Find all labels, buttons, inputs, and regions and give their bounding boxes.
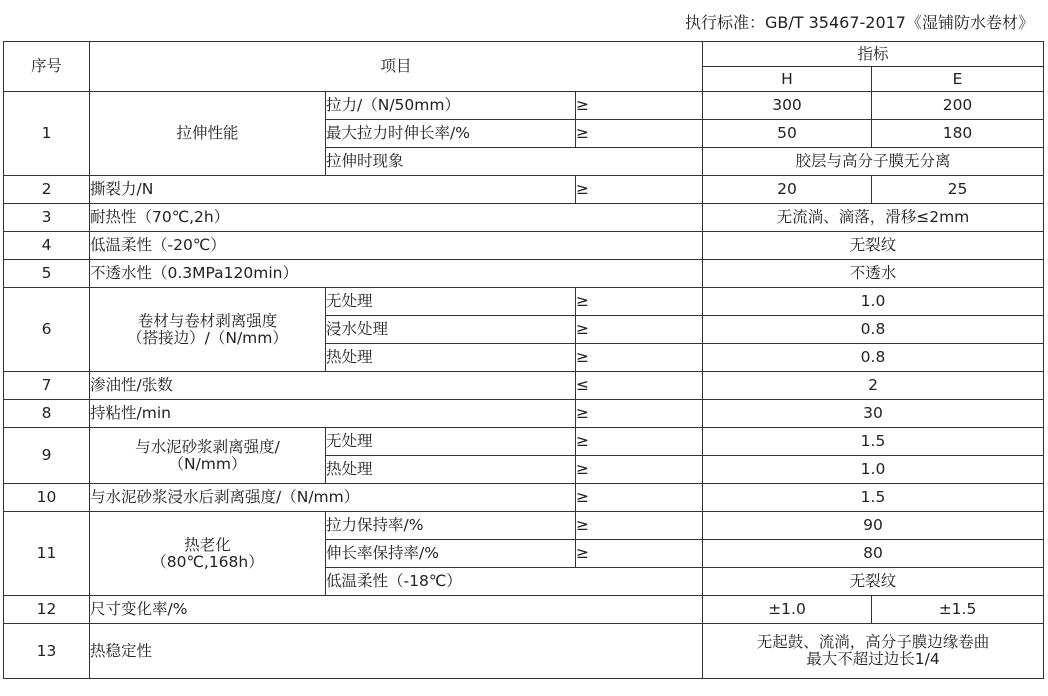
row-item-line2: （搭接边）/（N/mm） xyxy=(127,328,288,347)
table-row xyxy=(4,484,1044,512)
value-e: 180 xyxy=(872,120,1044,148)
header-e: E xyxy=(872,67,1044,92)
sub-item: 无处理 xyxy=(326,428,576,456)
value: 不透水 xyxy=(703,260,1044,288)
row-item xyxy=(90,288,326,372)
row-item: 撕裂力/N xyxy=(90,176,576,204)
value-h: 20 xyxy=(703,176,872,204)
specification-table xyxy=(3,41,1044,679)
row-item xyxy=(90,512,326,596)
value-line1: 无起鼓、流淌，高分子膜边缘卷曲 xyxy=(756,633,990,651)
row-item: 不透水性（0.3MPa120min） xyxy=(90,260,703,288)
row-no: 10 xyxy=(4,484,90,512)
value-line2: 最大不超过边长1/4 xyxy=(806,650,940,668)
sub-item: 无处理 xyxy=(326,288,576,316)
comparison-symbol: ≥ xyxy=(576,92,703,120)
row-no: 2 xyxy=(4,176,90,204)
row-no: 3 xyxy=(4,204,90,232)
row-no: 4 xyxy=(4,232,90,260)
sub-item: 浸水处理 xyxy=(326,316,576,344)
comparison-symbol: ≥ xyxy=(576,120,703,148)
row-item-line1: 与水泥砂浆剥离强度/ xyxy=(135,437,280,456)
sub-item: 低温柔性（-18℃） xyxy=(326,568,703,596)
sub-item: 热处理 xyxy=(326,456,576,484)
value-h: 300 xyxy=(703,92,872,120)
value xyxy=(703,624,1044,679)
row-item: 持粘性/min xyxy=(90,400,576,428)
table-row xyxy=(4,204,1044,232)
row-item: 热稳定性 xyxy=(90,624,703,679)
comparison-symbol: ≥ xyxy=(576,288,703,316)
row-no: 8 xyxy=(4,400,90,428)
comparison-symbol: ≥ xyxy=(576,316,703,344)
table-row xyxy=(4,400,1044,428)
row-no: 7 xyxy=(4,372,90,400)
comparison-symbol: ≤ xyxy=(576,372,703,400)
value: 90 xyxy=(703,512,1044,540)
row-item: 拉伸性能 xyxy=(90,92,326,176)
row-item-line2: （N/mm） xyxy=(168,454,247,473)
row-item xyxy=(90,428,326,484)
sub-item: 拉伸时现象 xyxy=(326,148,703,176)
sub-item: 热处理 xyxy=(326,344,576,372)
comparison-symbol: ≥ xyxy=(576,540,703,568)
value: 无裂纹 xyxy=(703,568,1044,596)
row-item: 与水泥砂浆浸水后剥离强度/（N/mm） xyxy=(90,484,576,512)
row-item-line1: 热老化 xyxy=(184,535,231,554)
value: 无裂纹 xyxy=(703,232,1044,260)
header-no: 序号 xyxy=(4,42,90,92)
standard-reference: 执行标准：GB/T 35467-2017《湿铺防水卷材》 xyxy=(684,13,1034,32)
value: 1.5 xyxy=(703,428,1044,456)
table-row xyxy=(4,232,1044,260)
value: 0.8 xyxy=(703,316,1044,344)
value: 0.8 xyxy=(703,344,1044,372)
sub-item: 拉力/（N/50mm） xyxy=(326,92,576,120)
table-row xyxy=(4,512,1044,540)
value-e: ±1.5 xyxy=(872,596,1044,624)
table-row xyxy=(4,372,1044,400)
row-no: 5 xyxy=(4,260,90,288)
value-h: 50 xyxy=(703,120,872,148)
table-row xyxy=(4,260,1044,288)
table-row xyxy=(4,288,1044,316)
row-item: 低温柔性（-20℃） xyxy=(90,232,703,260)
header-item: 项目 xyxy=(90,42,703,92)
value: 2 xyxy=(703,372,1044,400)
comparison-symbol: ≥ xyxy=(576,512,703,540)
comparison-symbol: ≥ xyxy=(576,484,703,512)
value: 1.5 xyxy=(703,484,1044,512)
value: 胶层与高分子膜无分离 xyxy=(703,148,1044,176)
row-no: 12 xyxy=(4,596,90,624)
table-row xyxy=(4,428,1044,456)
value: 无流淌、滴落，滑移≤2mm xyxy=(703,204,1044,232)
sub-item: 伸长率保持率/% xyxy=(326,540,576,568)
table-row xyxy=(4,176,1044,204)
row-no: 9 xyxy=(4,428,90,484)
header-h: H xyxy=(703,67,872,92)
value: 30 xyxy=(703,400,1044,428)
table-row xyxy=(4,92,1044,120)
sub-item: 最大拉力时伸长率/% xyxy=(326,120,576,148)
header-indicator: 指标 xyxy=(703,42,1044,67)
comparison-symbol: ≥ xyxy=(576,176,703,204)
row-no: 11 xyxy=(4,512,90,596)
row-item-line2: （80℃,168h） xyxy=(151,552,264,571)
sub-item: 拉力保持率/% xyxy=(326,512,576,540)
row-item: 耐热性（70℃,2h） xyxy=(90,204,703,232)
row-no: 13 xyxy=(4,624,90,679)
value: 1.0 xyxy=(703,288,1044,316)
row-no: 6 xyxy=(4,288,90,372)
comparison-symbol: ≥ xyxy=(576,428,703,456)
row-item: 尺寸变化率/% xyxy=(90,596,703,624)
value: 1.0 xyxy=(703,456,1044,484)
comparison-symbol: ≥ xyxy=(576,400,703,428)
table-row xyxy=(4,624,1044,679)
value-e: 25 xyxy=(872,176,1044,204)
comparison-symbol: ≥ xyxy=(576,344,703,372)
row-item: 渗油性/张数 xyxy=(90,372,576,400)
table-row xyxy=(4,596,1044,624)
value-e: 200 xyxy=(872,92,1044,120)
value: 80 xyxy=(703,540,1044,568)
table-header-row xyxy=(4,42,1044,67)
value-h: ±1.0 xyxy=(703,596,872,624)
comparison-symbol: ≥ xyxy=(576,456,703,484)
row-no: 1 xyxy=(4,92,90,176)
row-item-line1: 卷材与卷材剥离强度 xyxy=(137,311,278,330)
